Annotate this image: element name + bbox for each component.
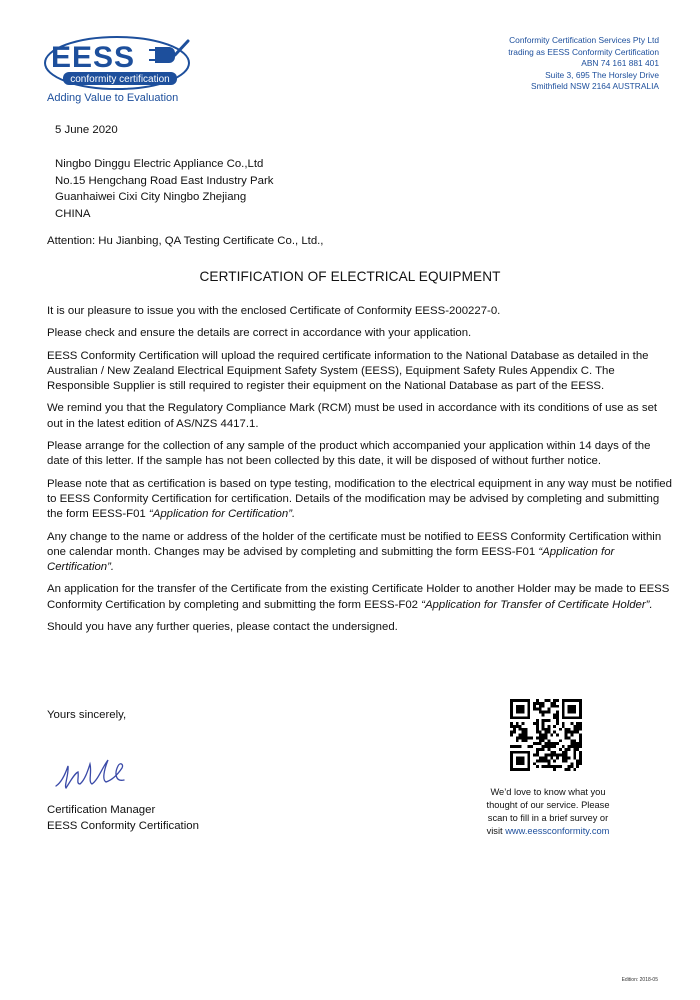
survey-line: thought of our service. Please [486,800,610,810]
closing: Yours sincerely, [47,709,127,721]
tagline: Adding Value to Evaluation [47,92,179,104]
letter-body [47,304,672,642]
paragraph: Should you have any further queries, please contact the undersigned. [47,621,398,634]
company-details [508,35,659,93]
paragraph: Please note that as certification is based on type testing, modification to the electrical equipment in any way must be notified to EESS Conformity Certification for certification. Details of the modification may be advised by completing and submitting the form EESS-F01 “Application for Certification”. [47,477,672,521]
address-line: Ningbo Dinggu Electric Appliance Co.,Ltd [55,158,264,170]
logo-subtext: conformity certification [70,74,170,85]
survey-note [473,786,623,838]
letter-date: 5 June 2020 [55,124,118,136]
paragraph: An application for the transfer of the Certificate from the existing Certificate Holder to another Holder may be made to EESS Conformity Certification by completing and submitting the form EESS-F02 “Application for Transfer of Certificate Holder”. [47,583,670,611]
survey-line: We’d love to know what you [490,787,606,797]
paragraph: Please check and ensure the details are correct in accordance with your application. [47,327,472,340]
signer-org: EESS Conformity Certification [47,820,199,833]
company-line: Conformity Certification Services Pty Ltd [509,35,659,45]
signer-block [47,802,199,835]
survey-visit: visit www.eessconformity.com [486,826,610,836]
company-line: Suite 3, 695 The Horsley Drive [545,69,659,80]
survey-qr-code[interactable] [510,699,582,771]
company-line: trading as EESS Conformity Certification [508,46,659,57]
logo-text: EESS [51,41,136,74]
address-line: Guanhaiwei Cixi City Ningbo Zhejiang [55,191,247,204]
attention-line: Attention: Hu Jianbing, QA Testing Certificate Co., Ltd., [47,235,324,247]
edition-label: Edition: 2018-05 [621,977,658,983]
survey-line: scan to fill in a brief survey or [487,813,609,823]
paragraph: Any change to the name or address of the holder of the certificate must be notified to EESS Conformity Certification within one calendar month. Changes may be advised by completing and submitting the form EESS-F01 “Application for Certification”. [47,530,662,574]
address-line: No.15 Hengchang Road East Industry Park [55,174,274,187]
paragraph: EESS Conformity Certification will upload the required certificate information to the National Database as detailed in the Australian / New Zealand Electrical Equipment Safety System (EESS), Equipment Safety Rules Appendix C. The Responsible Supplier is still required to register their equipment on the National Database as part of the EESS. [47,349,649,393]
company-line: ABN 74 161 881 401 [581,58,659,68]
paragraph: Please arrange for the collection of any sample of the product which accompanied your application within 14 days of the date of this letter. If the sample has not been collected by this date, it will be disposed of without further notice. [47,440,651,468]
paragraph: We remind you that the Regulatory Compliance Mark (RCM) must be used in accordance with its conditions of use as set out in the latest edition of AS/NZS 4417.1. [47,402,658,430]
eess-logo [43,35,193,91]
address-line: CHINA [55,207,91,220]
signer-title: Certification Manager [47,804,156,816]
paragraph: It is our pleasure to issue you with the enclosed Certificate of Conformity EESS-200227-0. [47,305,501,317]
company-line: Smithfield NSW 2164 AUSTRALIA [530,81,659,91]
document-title: CERTIFICATION OF ELECTRICAL EQUIPMENT [199,269,501,284]
recipient-address [55,156,273,222]
survey-link[interactable]: www.eessconformity.com [505,826,610,836]
signature [52,752,140,794]
